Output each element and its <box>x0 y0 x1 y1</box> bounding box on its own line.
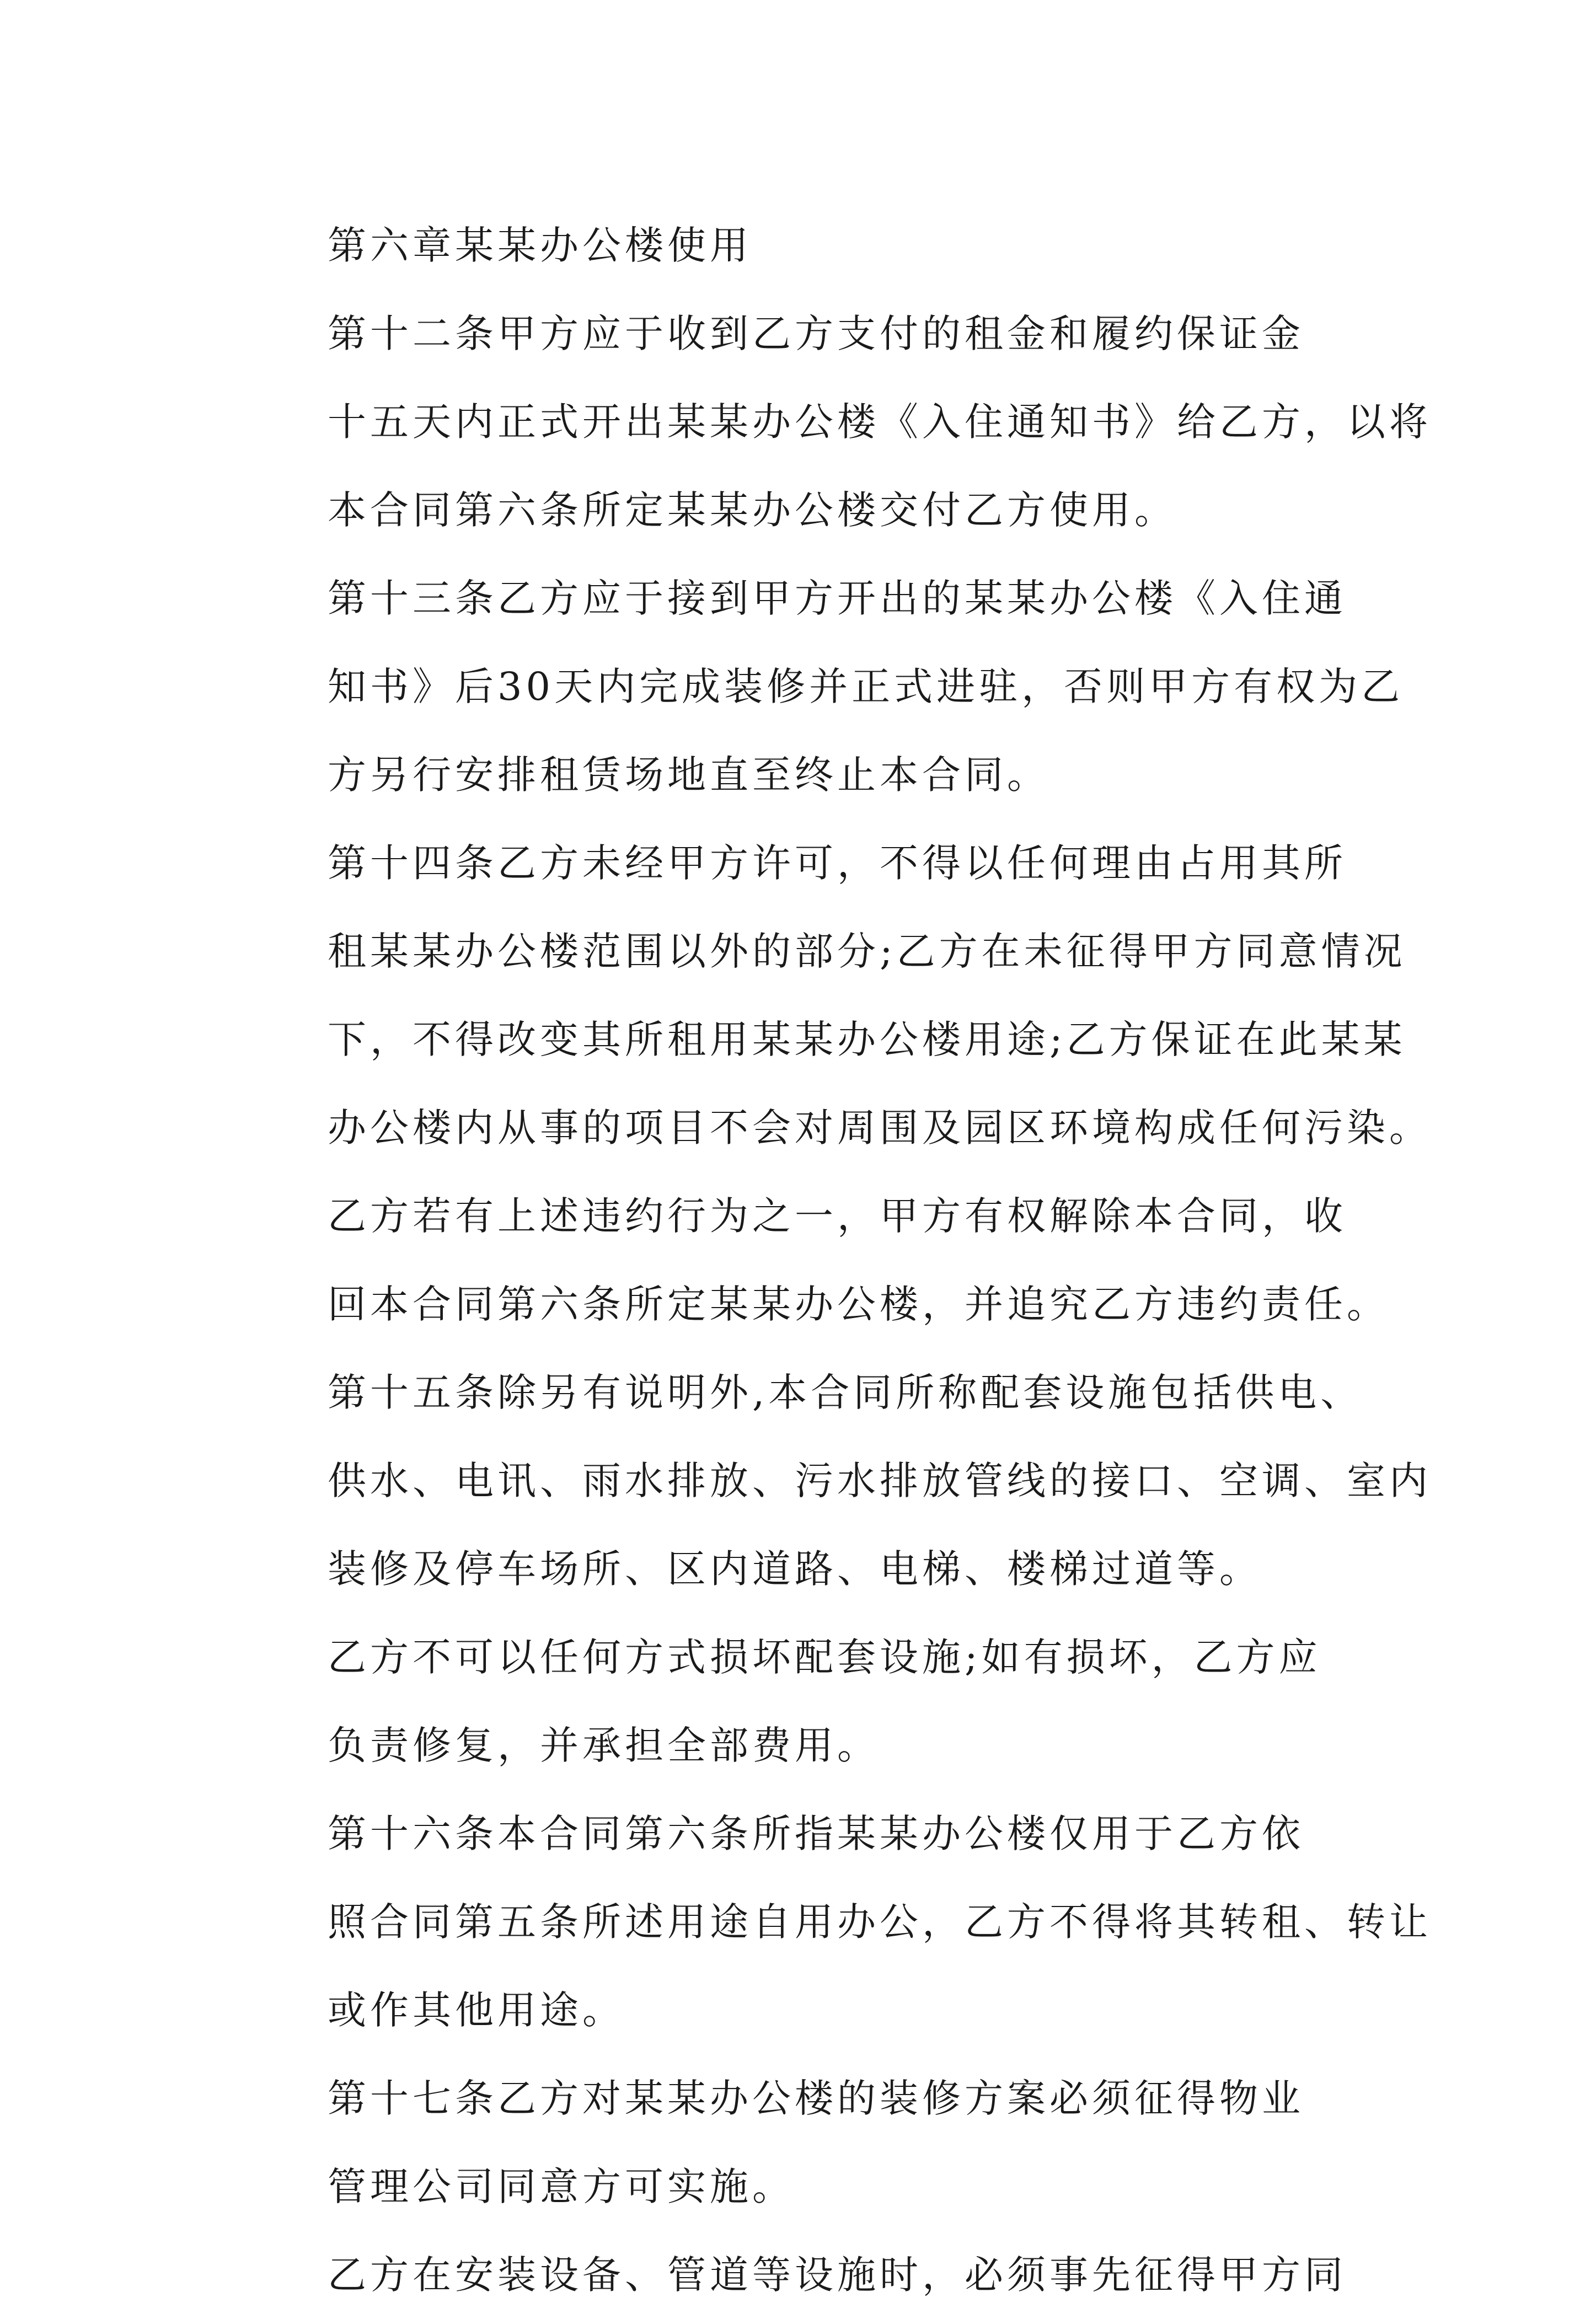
text-line: 管理公司同意方可实施。 <box>328 2164 795 2209</box>
text-line: 乙方在安装设备、管道等设施时，必须事先征得甲方同 <box>328 2252 1347 2297</box>
text-line: 第十五条除另有说明外,本合同所称配套设施包括供电、 <box>328 1370 1363 1415</box>
paragraph-article-14 <box>243 819 1432 1172</box>
text-line: 负责修复，并承担全部费用。 <box>328 1723 880 1768</box>
text-line: 本合同第六条所定某某办公楼交付乙方使用。 <box>328 488 1177 533</box>
text-line: 方另行安排租赁场地直至终止本合同。 <box>328 752 1049 797</box>
text-line: 第十六条本合同第六条所指某某办公楼仅用于乙方依 <box>328 1811 1304 1856</box>
paragraph-equipment-installation <box>243 2231 1357 2319</box>
paragraph-breach-clause <box>243 1172 1389 1348</box>
text-line: 租某某办公楼范围以外的部分;乙方在未征得甲方同意情况 <box>328 929 1406 974</box>
text-line: 第十四条乙方未经甲方许可，不得以任何理由占用其所 <box>328 840 1347 886</box>
paragraph-article-12 <box>243 290 1432 554</box>
text-line: 第十二条甲方应于收到乙方支付的租金和履约保证金 <box>328 311 1304 356</box>
text-line: 知书》后30天内完成装修并正式进驻，否则甲方有权为乙 <box>328 664 1404 709</box>
paragraph-article-17 <box>243 2054 1357 2231</box>
text-line: 或作其他用途。 <box>328 1988 625 2033</box>
paragraph-article-13 <box>243 554 1404 819</box>
text-line: 回本合同第六条所定某某办公楼，并追究乙方违约责任。 <box>328 1282 1389 1327</box>
text-line: 第六章某某办公楼使用 <box>328 223 752 268</box>
text-line: 装修及停车场所、区内道路、电梯、楼梯过道等。 <box>328 1546 1262 1592</box>
text-line: 十五天内正式开出某某办公楼《入住通知书》给乙方，以将 <box>328 399 1432 444</box>
text-line: 供水、电讯、雨水排放、污水排放管线的接口、空调、室内 <box>328 1458 1432 1503</box>
text-line: 下，不得改变其所租用某某办公楼用途;乙方保证在此某某 <box>328 1017 1406 1062</box>
text-line: 第十七条乙方对某某办公楼的装修方案必须征得物业 <box>328 2076 1304 2121</box>
paragraph-chapter-heading <box>243 201 1357 290</box>
paragraph-article-15 <box>243 1348 1432 1613</box>
text-line: 办公楼内从事的项目不会对周围及园区环境构成任何污染。 <box>328 1105 1432 1150</box>
text-line: 照合同第五条所述用途自用办公，乙方不得将其转租、转让 <box>328 1899 1432 1945</box>
paragraph-article-16 <box>243 1790 1432 2054</box>
paragraph-facilities-damage <box>243 1613 1357 1790</box>
text-line: 第十三条乙方应于接到甲方开出的某某办公楼《入住通 <box>328 576 1347 621</box>
text-line: 乙方若有上述违约行为之一，甲方有权解除本合同，收 <box>328 1193 1347 1239</box>
text-line: 乙方不可以任何方式损坏配套设施;如有损坏，乙方应 <box>328 1635 1321 1680</box>
document-body <box>243 201 1432 2319</box>
